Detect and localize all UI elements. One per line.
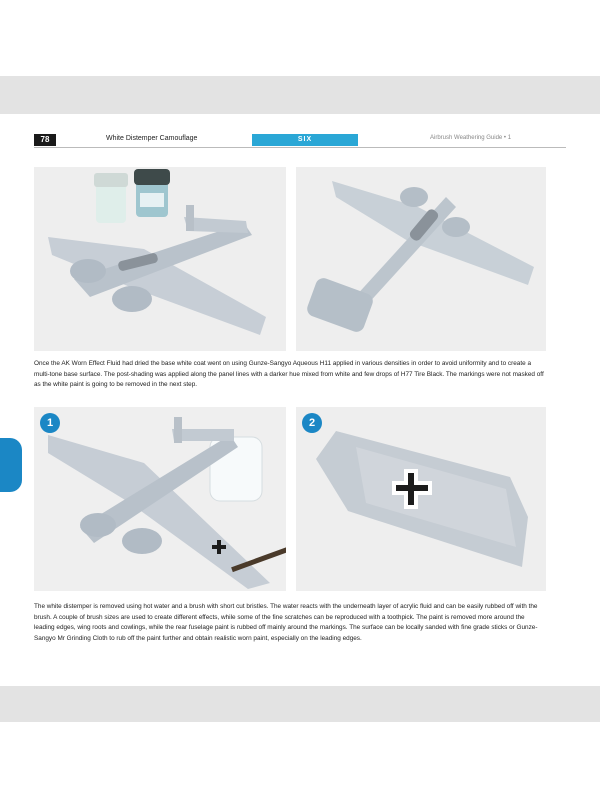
page-header	[34, 134, 566, 148]
photo-model-with-paint-jars	[34, 167, 286, 351]
book-title: Airbrush Weathering Guide • 1	[430, 135, 512, 141]
header-rule	[34, 147, 566, 148]
photo-step2-closeup	[296, 407, 546, 591]
step-badge-2: 2	[302, 413, 322, 433]
photo-step1-brushing	[34, 407, 286, 591]
bottom-gray-band	[0, 686, 600, 722]
caption-first: Once the AK Worn Effect Fluid had dried the base white coat went on using Gunze-Sangyo Aqueous H11 applied in various densities in order to avoid uniformity and to create a multi-tone base surface. The post-shading was applied along the panel lines with a darker hue mixed from white and few drops of H77 Tire Black. The markings were not masked off as the white paint is going to be removed in the next step.	[34, 360, 544, 389]
caption-second: The white distemper is removed using hot water and a brush with short cut bristles. The water reacts with the underneath layer of acrylic fluid and can be easily rubbed off with the brush. A couple of brush sizes are used to create different effects, while some of the fine scratches can be reproduced with a toothpick. The paint is removed more around the leading edges, wing roots and cowlings, while the rear fuselage paint is rubbed off mainly around the markings. The surface can be locally sanded with fine grade sticks or Gunze-Sangyo Mr Grinding Cloth to rub off the paint further and obtain realistic worn paint, especially on the leading edges.	[34, 603, 538, 642]
top-gray-band	[0, 76, 600, 114]
side-thumb-tab	[0, 438, 22, 492]
step-badge-1: 1	[40, 413, 60, 433]
chapter-title: White Distemper Camouflage	[106, 135, 198, 142]
page-number: 78	[34, 134, 56, 146]
photo-model-top-view	[296, 167, 546, 351]
section-label: SIX	[252, 134, 358, 146]
